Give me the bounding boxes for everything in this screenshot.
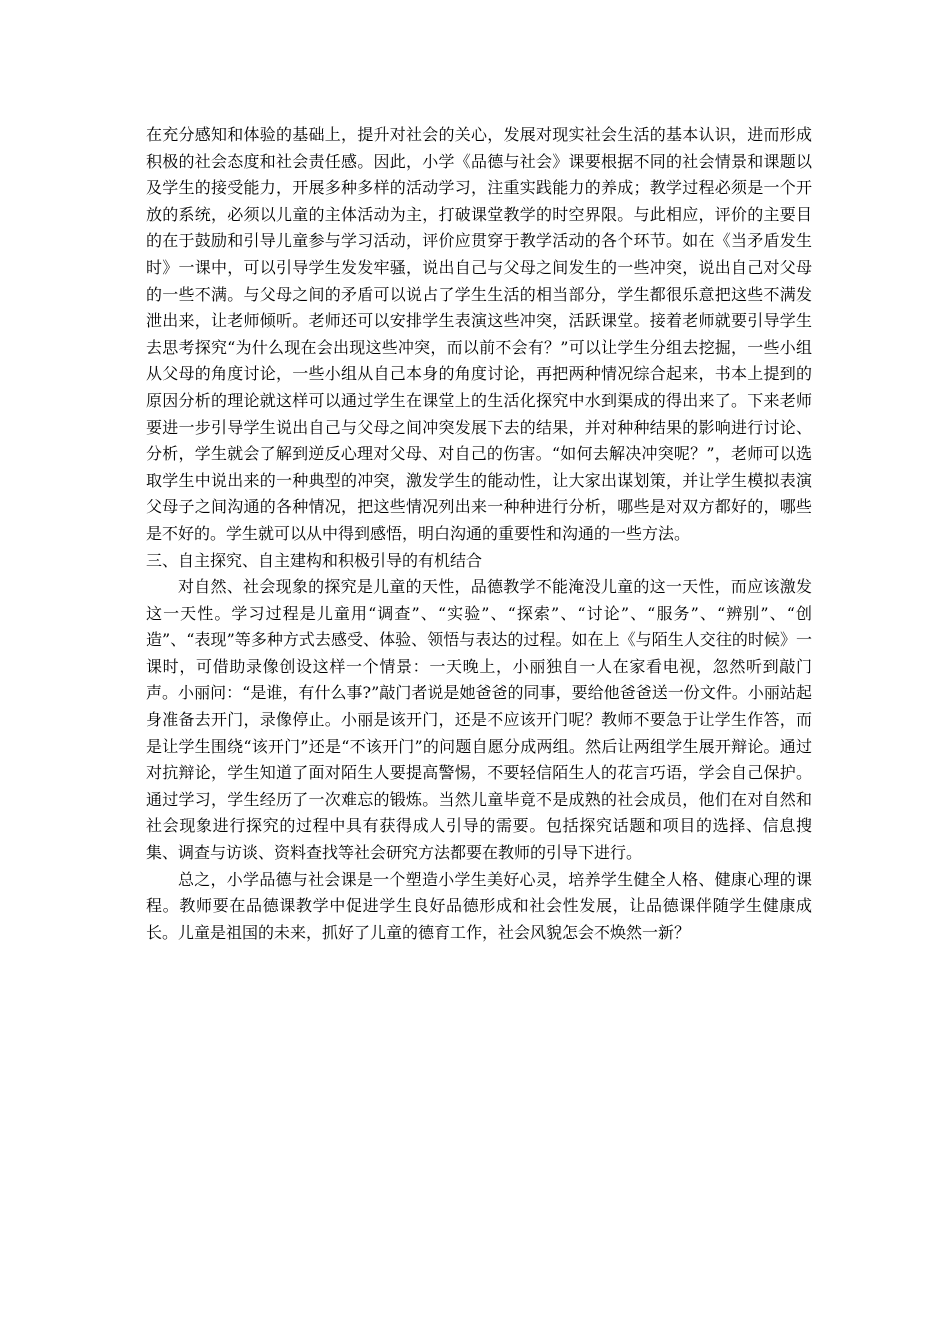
paragraph-conclusion: 总之，小学品德与社会课是一个塑造小学生美好心灵，培养学生健全人格、健康心理的课程。教师要在品德课教学中促进学生良好品德形成和社会性发展，让品德课伴随学生健康成长。儿童是祖国的未来，抓好了儿童的德育工作，社会风貌怎会不焕然一新？ (146, 869, 812, 942)
paragraph-continuation: 在充分感知和体验的基础上，提升对社会的关心，发展对现实社会生活的基本认识，进而形成积极的社会态度和社会责任感。因此，小学《品德与社会》课要根据不同的社会情景和课题以及学生的接受能力，开展多种多样的活动学习，注重实践能力的养成；教学过程必须是一个开放的系统，必须以儿童的主体活动为主，打破课堂教学的时空界限。与此相应，评价的主要目的在于鼓励和引导儿童参与学习活动，评价应贯穿于教学活动的各个环节。如在《当矛盾发生时》一课中，可以引导学生发发牢骚，说出自己与父母之间发生的一些冲突，说出自己对父母的一些不满。与父母之间的矛盾可以说占了学生生活的相当部分，学生都很乐意把这些不满发泄出来，让老师倾听。老师还可以安排学生表演这些冲突，活跃课堂。接着老师就要引导学生去思考探究“为什么现在会出现这些冲突，而以前不会有？”可以让学生分组去挖掘，一些小组从父母的角度讨论，一些小组从自己本身的角度讨论，再把两种情况综合起来，书本上提到的原因分析的理论就这样可以通过学生在课堂上的生活化探究中水到渠成的得出来了。下来老师要进一步引导学生说出自己与父母之间冲突发展下去的结果，并对种种结果的影响进行讨论、分析，学生就会了解到逆反心理对父母、对自己的伤害。“如何去解决冲突呢？”，老师可以选取学生中说出来的一种典型的冲突，激发学生的能动性，让大家出谋划策，并让学生模拟表演父母子之间沟通的各种情况，把这些情况列出来一种种进行分析，哪些是对双方都好的，哪些是不好的。学生就可以从中得到感悟，明白沟通的重要性和沟通的一些方法。 (146, 125, 812, 543)
paragraph-exploration: 对自然、社会现象的探究是儿童的天性，品德教学不能淹没儿童的这一天性，而应该激发这一天性。学习过程是儿童用“调查”、“实验”、“探索”、“讨论”、“服务”、“辨别”、“创造”、“表现”等多种方式去感受、体验、领悟与表达的过程。如在上《与陌生人交往的时候》一课时，可借助录像创设这样一个情景：一天晚上，小丽独自一人在家看电视，忽然听到敲门声。小丽问：“是谁，有什么事?”敲门者说是她爸爸的同事，要给他爸爸送一份文件。小丽站起身准备去开门，录像停止。小丽是该开门，还是不应该开门呢？教师不要急于让学生作答，而是让学生围绕“该开门”还是“不该开门”的问题自愿分成两组。然后让两组学生展开辩论。通过对抗辩论，学生知道了面对陌生人要提高警惕，不要轻信陌生人的花言巧语，学会自己保护。通过学习，学生经历了一次难忘的锻炼。当然儿童毕竟不是成熟的社会成员，他们在对自然和社会现象进行探究的过程中具有获得成人引导的需要。包括探究话题和项目的选择、信息搜集、调查与访谈、资料查找等社会研究方法都要在教师的引导下进行。 (146, 577, 812, 863)
document-page (146, 122, 812, 946)
section-heading: 三、自主探究、自主建构和积极引导的有机结合 (146, 550, 483, 570)
